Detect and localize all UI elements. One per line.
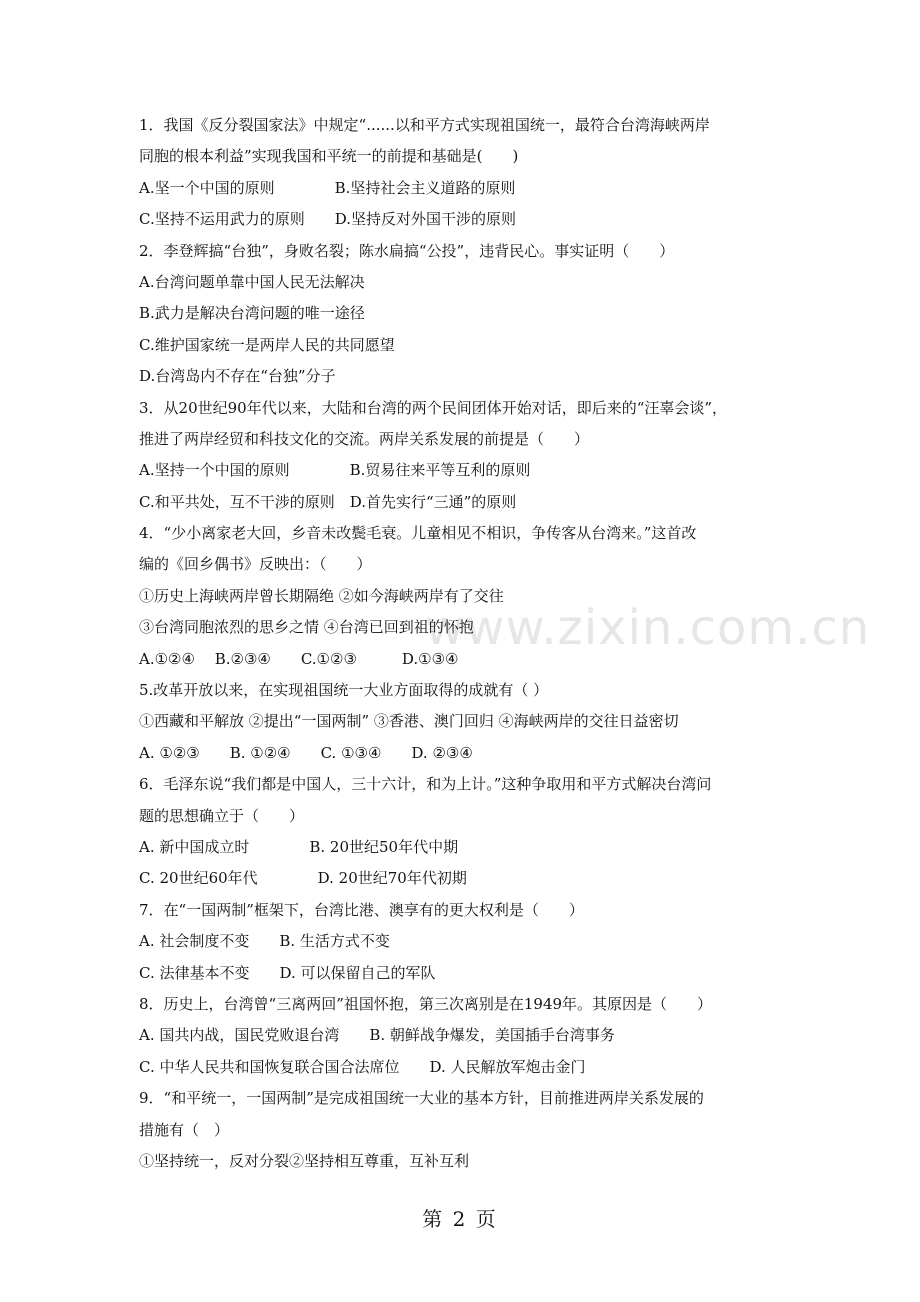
question-1-line-2: 同胞的根本利益”实现我国和平统一的前提和基础是( ): [139, 147, 519, 166]
page-number: 第 2 页: [422, 1207, 498, 1231]
question-5-options: A. ①②③ B. ①②④ C. ①③④ D. ②③④: [139, 743, 473, 762]
question-3-line-2: 推进了两岸经贸和科技文化的交流。两岸关系发展的前提是（ ）: [139, 429, 590, 448]
question-4-line-2: 编的《回乡偶书》反映出：（ ）: [139, 555, 372, 574]
question-9-statements: ①坚持统一，反对分裂②坚持相互尊重，互补互利: [139, 1151, 470, 1170]
question-2-option-b: B.武力是解决台湾问题的唯一途径: [139, 304, 365, 323]
question-1-options-cd: C.坚持不运用武力的原则 D.坚持反对外国干涉的原则: [139, 210, 516, 229]
question-2-option-a: A.台湾问题单靠中国人民无法解决: [139, 272, 365, 291]
question-1-line-1: 1．我国《反分裂国家法》中规定“......以和平方式实现祖国统一，最符合台湾海峡两岸: [139, 116, 710, 134]
question-3-line-1: 3．从20世纪90年代以来，大陆和台湾的两个民间团体开始对话，即后来的“汪辜会谈”，: [139, 398, 728, 417]
question-list: [139, 110, 789, 1177]
watermark: www.zixin.com.cn: [425, 600, 871, 656]
question-9-line-1: 9．“和平统一，一国两制”是完成祖国统一大业的基本方针，目前推进两岸关系发展的: [139, 1089, 704, 1108]
question-8-options-cd: C. 中华人民共和国恢复联合国合法席位 D. 人民解放军炮击金门: [139, 1057, 586, 1076]
question-4-statements-12: ①历史上海峡两岸曾长期隔绝 ②如今海峡两岸有了交往: [139, 586, 504, 605]
question-3-options-ab: A.坚持一个中国的原则 B.贸易往来平等互利的原则: [139, 461, 531, 480]
question-5-statements: ①西藏和平解放 ②提出“一国两制” ③香港、澳门回归 ④海峡两岸的交往日益密切: [139, 712, 679, 731]
question-6-line-2: 题的思想确立于（ ）: [139, 806, 305, 825]
question-2-option-c: C.维护国家统一是两岸人民的共同愿望: [139, 335, 395, 354]
question-7-stem: 7．在“一国两制”框架下，台湾比港、澳享有的更大权利是（ ）: [139, 900, 584, 919]
question-9-line-2: 措施有（ ）: [139, 1120, 230, 1139]
question-2-option-d: D.台湾岛内不存在“台独”分子: [139, 367, 336, 386]
question-1-options-ab: A.坚一个中国的原则 B.坚持社会主义道路的原则: [139, 178, 516, 197]
question-6-options-cd: C. 20世纪60年代 D. 20世纪70年代初期: [139, 869, 467, 888]
question-8-options-ab: A. 国共内战，国民党败退台湾 B. 朝鲜战争爆发，美国插手台湾事务: [139, 1026, 615, 1045]
question-4-statements-34: ③台湾同胞浓烈的思乡之情 ④台湾已回到祖的怀抱: [139, 618, 474, 637]
question-4-line-1: 4．“少小离家老大回，乡音未改鬓毛衰。儿童相见不相识，争传客从台湾来。”这首改: [139, 524, 697, 543]
question-7-options-cd: C. 法律基本不变 D. 可以保留自己的军队: [139, 963, 436, 982]
question-6-line-1: 6．毛泽东说“我们都是中国人，三十六计，和为上计。”这种争取用和平方式解决台湾问: [139, 775, 712, 794]
question-8-stem: 8．历史上，台湾曾“三离两回”祖国怀抱，第三次离别是在1949年。其原因是（ ）: [139, 994, 713, 1013]
question-6-options-ab: A. 新中国成立时 B. 20世纪50年代中期: [139, 837, 459, 856]
question-5-stem: 5.改革开放以来，在实现祖国统一大业方面取得的成就有（ ）: [139, 681, 549, 700]
question-2-stem: 2．李登辉搞“台独”，身败名裂；陈水扁搞“公投”，违背民心。事实证明（ ）: [139, 241, 675, 260]
question-4-options: A.①②④ B.②③④ C.①②③ D.①③④: [139, 649, 459, 668]
question-7-options-ab: A. 社会制度不变 B. 生活方式不变: [139, 932, 390, 951]
question-3-options-cd: C.和平共处，互不干涉的原则 D.首先实行“三通”的原则: [139, 492, 517, 511]
